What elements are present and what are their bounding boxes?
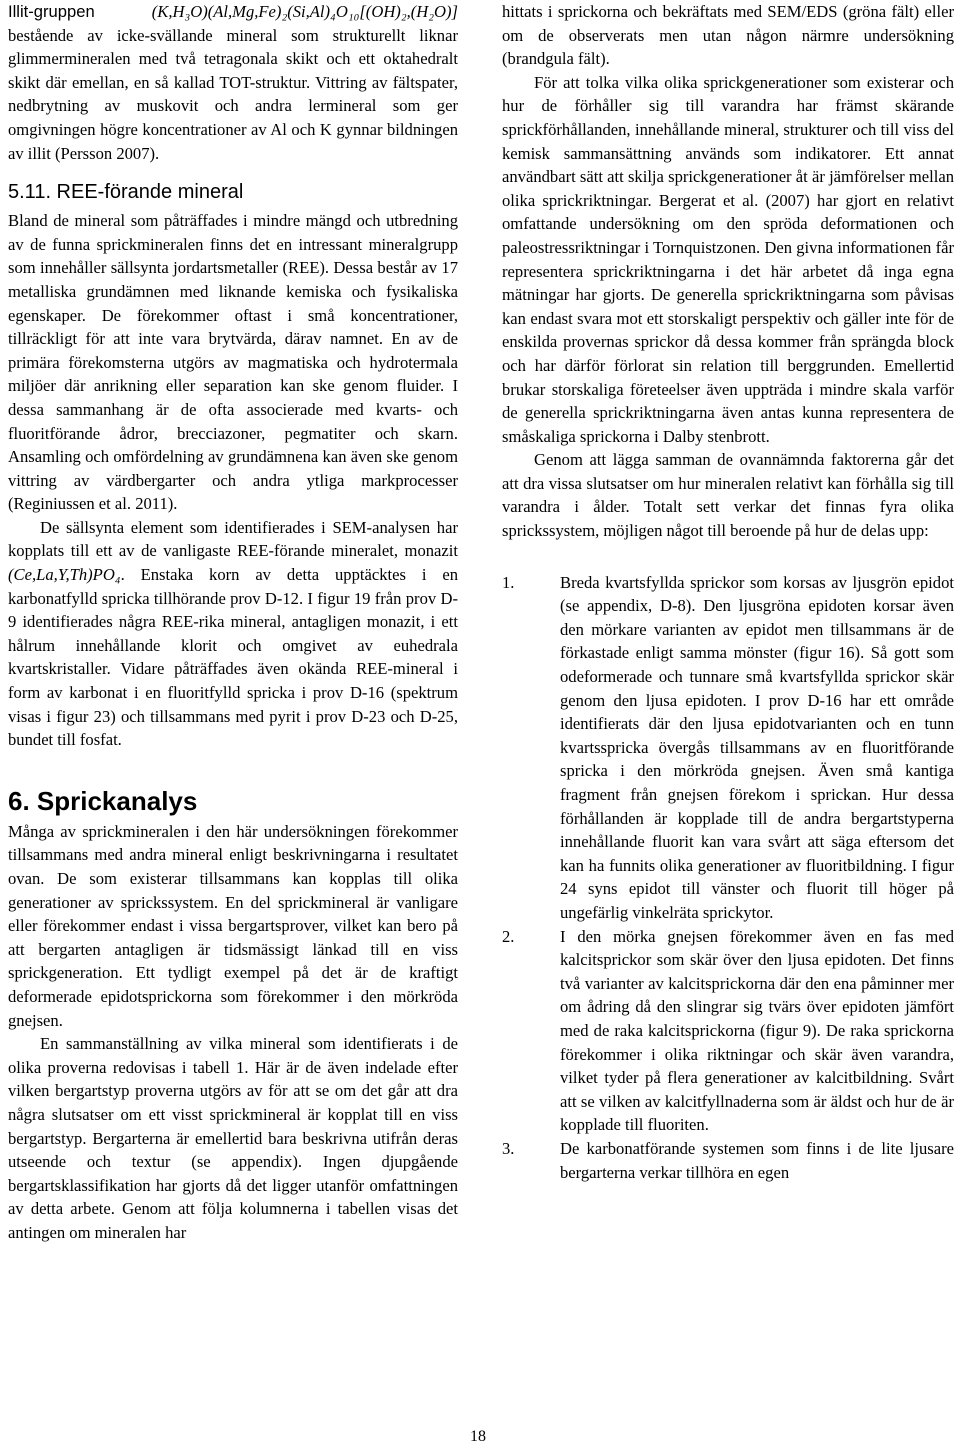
- list-item-text: De karbonatförande systemen som finns i de lite ljusare bergarterna verkar tillhöra en egen: [560, 1138, 954, 1182]
- illit-term: Illit-gruppen: [8, 2, 95, 21]
- monazite-formula: (Ce,La,Y,Th)PO₄: [8, 565, 121, 585]
- section-heading-6: 6. Sprickanalys: [8, 785, 198, 816]
- paragraph-ree-1: Bland de mineral som påträffades i mindre mängd och utbredning av de funna sprickmineralen finns det en intressant mineralgrupp som innehåller sällsynta jordartsmetaller (REE). Dessa består av 17 metalliska grundämnen med liknande kemiska och fysikaliska egenskaper. De förekommer oftast i små koncentrationer, tillräckligt för att inte vara brytvärda, därav namnet. En av de primära förekomsterna utgörs av magmatiska och hydrotermala miljöer där anrikning eller separation kan ske genom fluider. I dessa sammanhang är de ofta associerade med kvarts- och fluoritförande ådror, brecciazoner, pegmatiter och skarn. Ansamling och omfördelning av grundämnena kan även ske genom vittring av värdbergarter och andra ytliga markprocesser (Reginiussen et al. 2011).: [8, 211, 458, 514]
- list-item-text: I den mörka gnejsen förekommer även en fas med kalcitsprickor som skär över den ljusa epidoten. Det finns två varianter av kalcitsprickorna där den ena påminner mer om ådring då den slingrar sig tvärs över epidoten jämfört med de raka kalcitsprickorna (figur 9). De raka sprickorna förekommer i olika riktningar och skär även varandra, vilket tyder på flera generationer av kalcitbildning. Svårt att se vilken av kalcitfyllnaderna som är äldst och hur de är kopplade till fluoriten.: [560, 926, 954, 1135]
- paragraph-sprick-1: Många av sprickmineralen i den här undersökningen förekommer tillsammans med andra mineral enligt beskrivningarna i resultatet ovan. De som existerar tillsammans kan kopplas till olika generationer av sprickssystem. En del sprickmineral är vanligare eller förekommer endast i vissa bergartsprover, vilket kan bero på att bergarten antagligen är tidsmässigt länkad till en viss sprickgeneration. Ett tydligt exempel på det är de kraftigt deformerade epidotsprickorna som förekommer i den mörkröda gnejsen.: [8, 821, 458, 1030]
- paragraph-right-0: hittats i sprickorna och bekräftats med SEM/EDS (gröna fält) eller om de observerats men utan någon närmre undersökning (brandgula fält).: [502, 2, 954, 69]
- ree2-rest: . Enstaka korn av detta upptäcktes i en karbonatfylld spricka tillhörande prov D-12. I figur 19 från prov D-9 identifierades några REE-rika mineral, antagligen monazit, i ett hålrum innehållande klorit och omgivet av euhedrala kvartskristaller. Vidare påträffades även okända REE-mineral i form av karbonat i en fluoritfylld spricka i prov D-16 (spektrum visas i figur 23) och tillsammans med pyrit i prov D-23 och D-25, bundet till fosfat.: [8, 565, 458, 750]
- paragraph-sprick-2: En sammanställning av vilka mineral som identifierats i de olika proverna redovisas i tabell 1. Här är de även indelade efter vilken bergartstyp proverna utgörs av för att se om det går att dra några slutsatser om ett visst sprickmineral är kopplat till en viss bergartstyp. Bergarterna är emellertid bara beskrivna utifrån deras utseende och textur (se appendix). Ingen djupgående bergartsklassifikation har gjorts då det ligger utanför omfattningen av detta arbete. Genom att följa kolumnerna i tabellen visas det antingen om mineralen har: [8, 1034, 458, 1242]
- list-item: [502, 925, 954, 1137]
- right-column: [502, 0, 954, 1184]
- paragraph-illit: [8, 0, 458, 165]
- list-item-text: Breda kvartsfyllda sprickor som korsas av ljusgrön epidot (se appendix, D-8). Den ljusgröna epidoten korsar även den mörkare varianten av epidot men tillsammans är de förkastade enligt samma mönster (figur 16). Så gott som odeformerade och tunnare små kvartsfyllda sprickor skär genom den ljusa epidoten. I prov D-16 har ett område identifierats där den ljusa epidotvarianten och en tunn kvartsspricka övergås tillsammans av en fluoritförande spricka i den mörkröda gnejsen. Även små kantiga fragment från gnejsen förekom i sprickan. Hur dessa förhållanden är kopplade till de andra bergartstyperna innehållande fluorit kan vara svårt att säga eftersom det kan ha funnits olika generationer av fluoritbildning. I figur 24 syns epidot till vänster och fluorit till höger på ungefärlig vinkelräta sprickytor.: [560, 572, 954, 922]
- section-heading-5-11: 5.11. REE-förande mineral: [8, 181, 244, 204]
- illit-text: bestående av icke-svällande mineral som strukturellt liknar glimmermineralen med två tetragonala skikt och ett oktahedralt skikt där emellan, en så kallad TOT-struktur. Vittring av fältspater, nedbrytning av muskovit och andra lermineral som ger omgivningen högre koncentrationer av Al och K gynnar bildningen av illit (Persson 2007).: [8, 25, 458, 163]
- crack-system-list: [502, 571, 954, 1184]
- list-item-number: 1.: [502, 572, 515, 592]
- page-number: 18: [470, 1428, 486, 1445]
- list-item: [502, 571, 954, 925]
- left-column: [8, 0, 458, 1245]
- list-item-number: 3.: [502, 1138, 515, 1158]
- paragraph-right-1: För att tolka vilka olika sprickgenerationer som existerar och hur de förhåller sig till varandra har främst skärande sprickförhållanden, innehållande mineral, strukturer och till viss del kemisk sammansättning används som indikatorer. Ett annat användbart sätt att skilja sprickgenerationer åt är jämförelser mellan olika sprickriktningar. Bergerat et al. (2007) har gjort en relativt omfattande undersökning om den spröda deformationen och paleostressriktningar i Tornquistzonen. Den givna informationen får representera sprickriktningarna i det här arbetet då inga egna mätningar har gjorts. De generella sprickriktningarna som påvisas kan endast svara mot ett storskaligt perspektiv och gäller inte för de enskilda provernas sprickor då dessa kommer från sprängda block och har därför förlorat sin relation till berggrunden. Emellertid brukar storskaliga företeelser även uppträda i mindre skala varför de generella sprickriktningarna även antas kunna representera de småskaliga sprickorna i Dalby stenbrott.: [502, 72, 954, 446]
- list-item-number: 2.: [502, 926, 515, 946]
- list-item: [502, 1137, 954, 1184]
- paragraph-right-2: Genom att lägga samman de ovannämnda faktorerna går det att dra vissa slutsatser om hur mineralen relativt kan förhålla sig till varandra i ålder. Totalt sett verkar det finnas fyra olika sprickssystem, möjligen något till beroende på hur de delas upp:: [502, 450, 954, 541]
- illit-formula: (K,H₃O)(Al,Mg,Fe)₂(Si,Al)₄O₁₀[(OH)₂,(H₂O)]: [151, 2, 458, 21]
- ree2-start: De sällsynta element som identifierades i SEM-analysen har kopplats till ett av de vanligaste REE-förande mineralet, monazit: [8, 517, 458, 561]
- paragraph-ree-2: [8, 516, 458, 752]
